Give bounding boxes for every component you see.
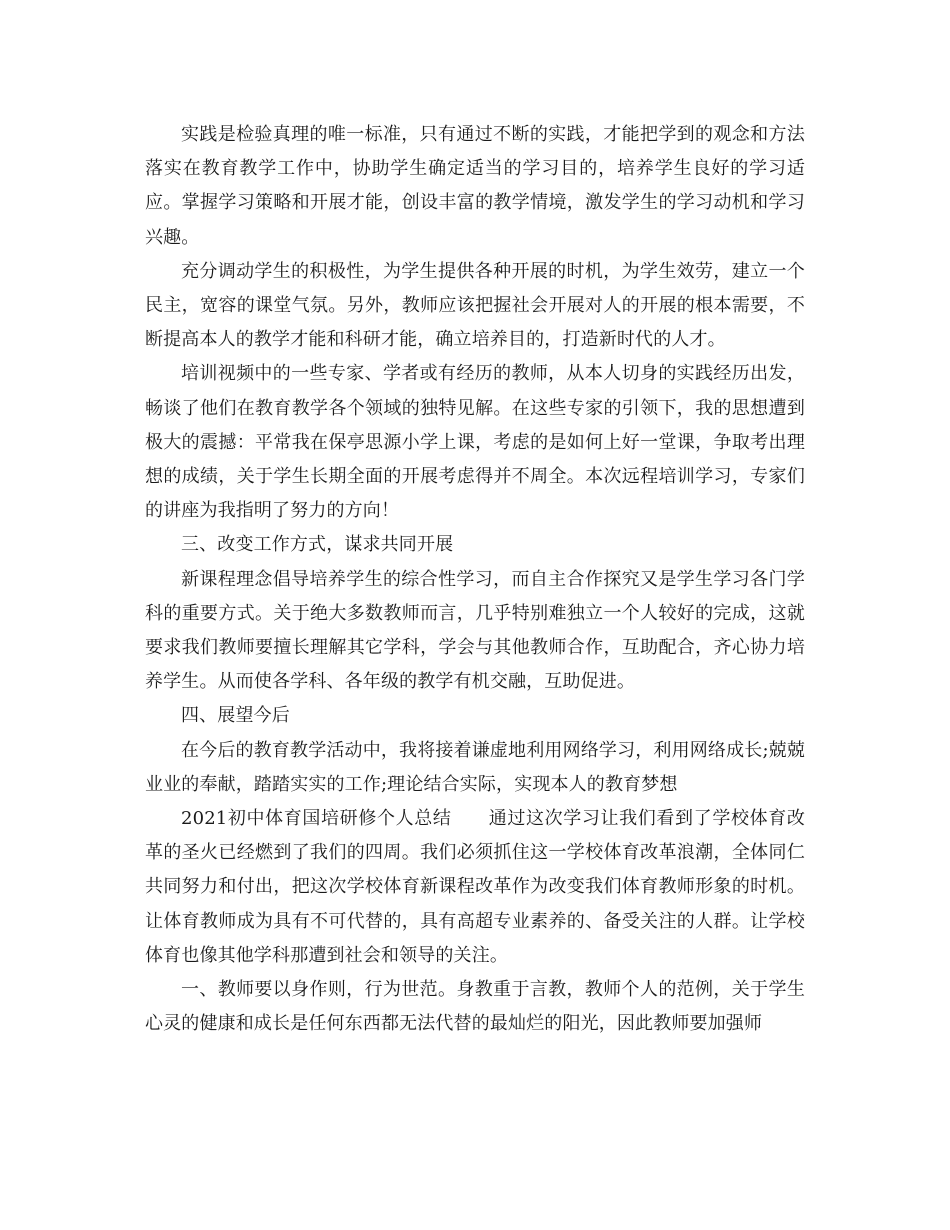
paragraph-practice: 实践是检验真理的唯一标准，只有通过不断的实践，才能把学到的观念和方法落实在教育教学工作中，协助学生确定适当的学习目的，培养学生良好的学习适应。掌握学习策略和开展才能，创设丰富的教学情境，激发学生的学习动机和学习兴趣。 (145, 124, 805, 248)
paragraph-teacher-example: 一、教师要以身作则，行为世范。身教重于言教，教师个人的范例，关于学生心灵的健康和成长是任何东西都无法代替的最灿烂的阳光，因此教师要加强师 (145, 979, 805, 1035)
section-heading-three: 三、改变工作方式，谋求共同开展 (181, 534, 454, 556)
paragraph-future-outlook: 在今后的教育教学活动中，我将接着谦虚地利用网络学习，利用网络成长;兢兢业业的奉献，踏踏实实的工作;理论结合实际，实现本人的教育梦想 (145, 739, 805, 795)
paragraph-student-initiative: 充分调动学生的积极性，为学生提供各种开展的时机，为学生效劳，建立一个民主，宽容的课堂气氛。另外，教师应该把握社会开展对人的开展的根本需要，不断提高本人的教学才能和科研才能，确立培养目的，打造新时代的人才。 (145, 260, 805, 351)
paragraph-training-video: 培训视频中的一些专家、学者或有经历的教师，从本人切身的实践经历出发，畅谈了他们在教育教学各个领域的独特见解。在这些专家的引领下，我的思想遭到极大的震撼：平常我在保亭思源小学上课，考虑的是如何上好一堂课，争取考出理想的成绩，关于学生长期全面的开展考虑得并不周全。本次远程培训学习，专家们的讲座为我指明了努力的方向！ (145, 363, 805, 522)
paragraph-new-curriculum: 新课程理念倡导培养学生的综合性学习，而自主合作探究又是学生学习各门学科的重要方式。关于绝大多数教师而言，几乎特别难独立一个人较好的完成，这就要求我们教师要擅长理解其它学科，学会与其他教师合作，互助配合，齐心协力培养学生。从而使各学科、各年级的教学有机交融，互助促进。 (145, 568, 805, 693)
paragraph-pe-summary: 2021初中体育国培研修个人总结 通过这次学习让我们看到了学校体育改革的圣火已经燃到了我们的四周。我们必须抓住这一学校体育改革浪潮，全体同仁共同努力和付出，把这次学校体育新课程改革作为改变我们体育教师形象的时机。让体育教师成为具有不可代替的，具有高超专业素养的、备受关注的人群。让学校体育也像其他学科那遭到社会和领导的关注。 (145, 808, 805, 966)
section-heading-four: 四、展望今后 (181, 705, 290, 727)
document-body (145, 118, 805, 1041)
